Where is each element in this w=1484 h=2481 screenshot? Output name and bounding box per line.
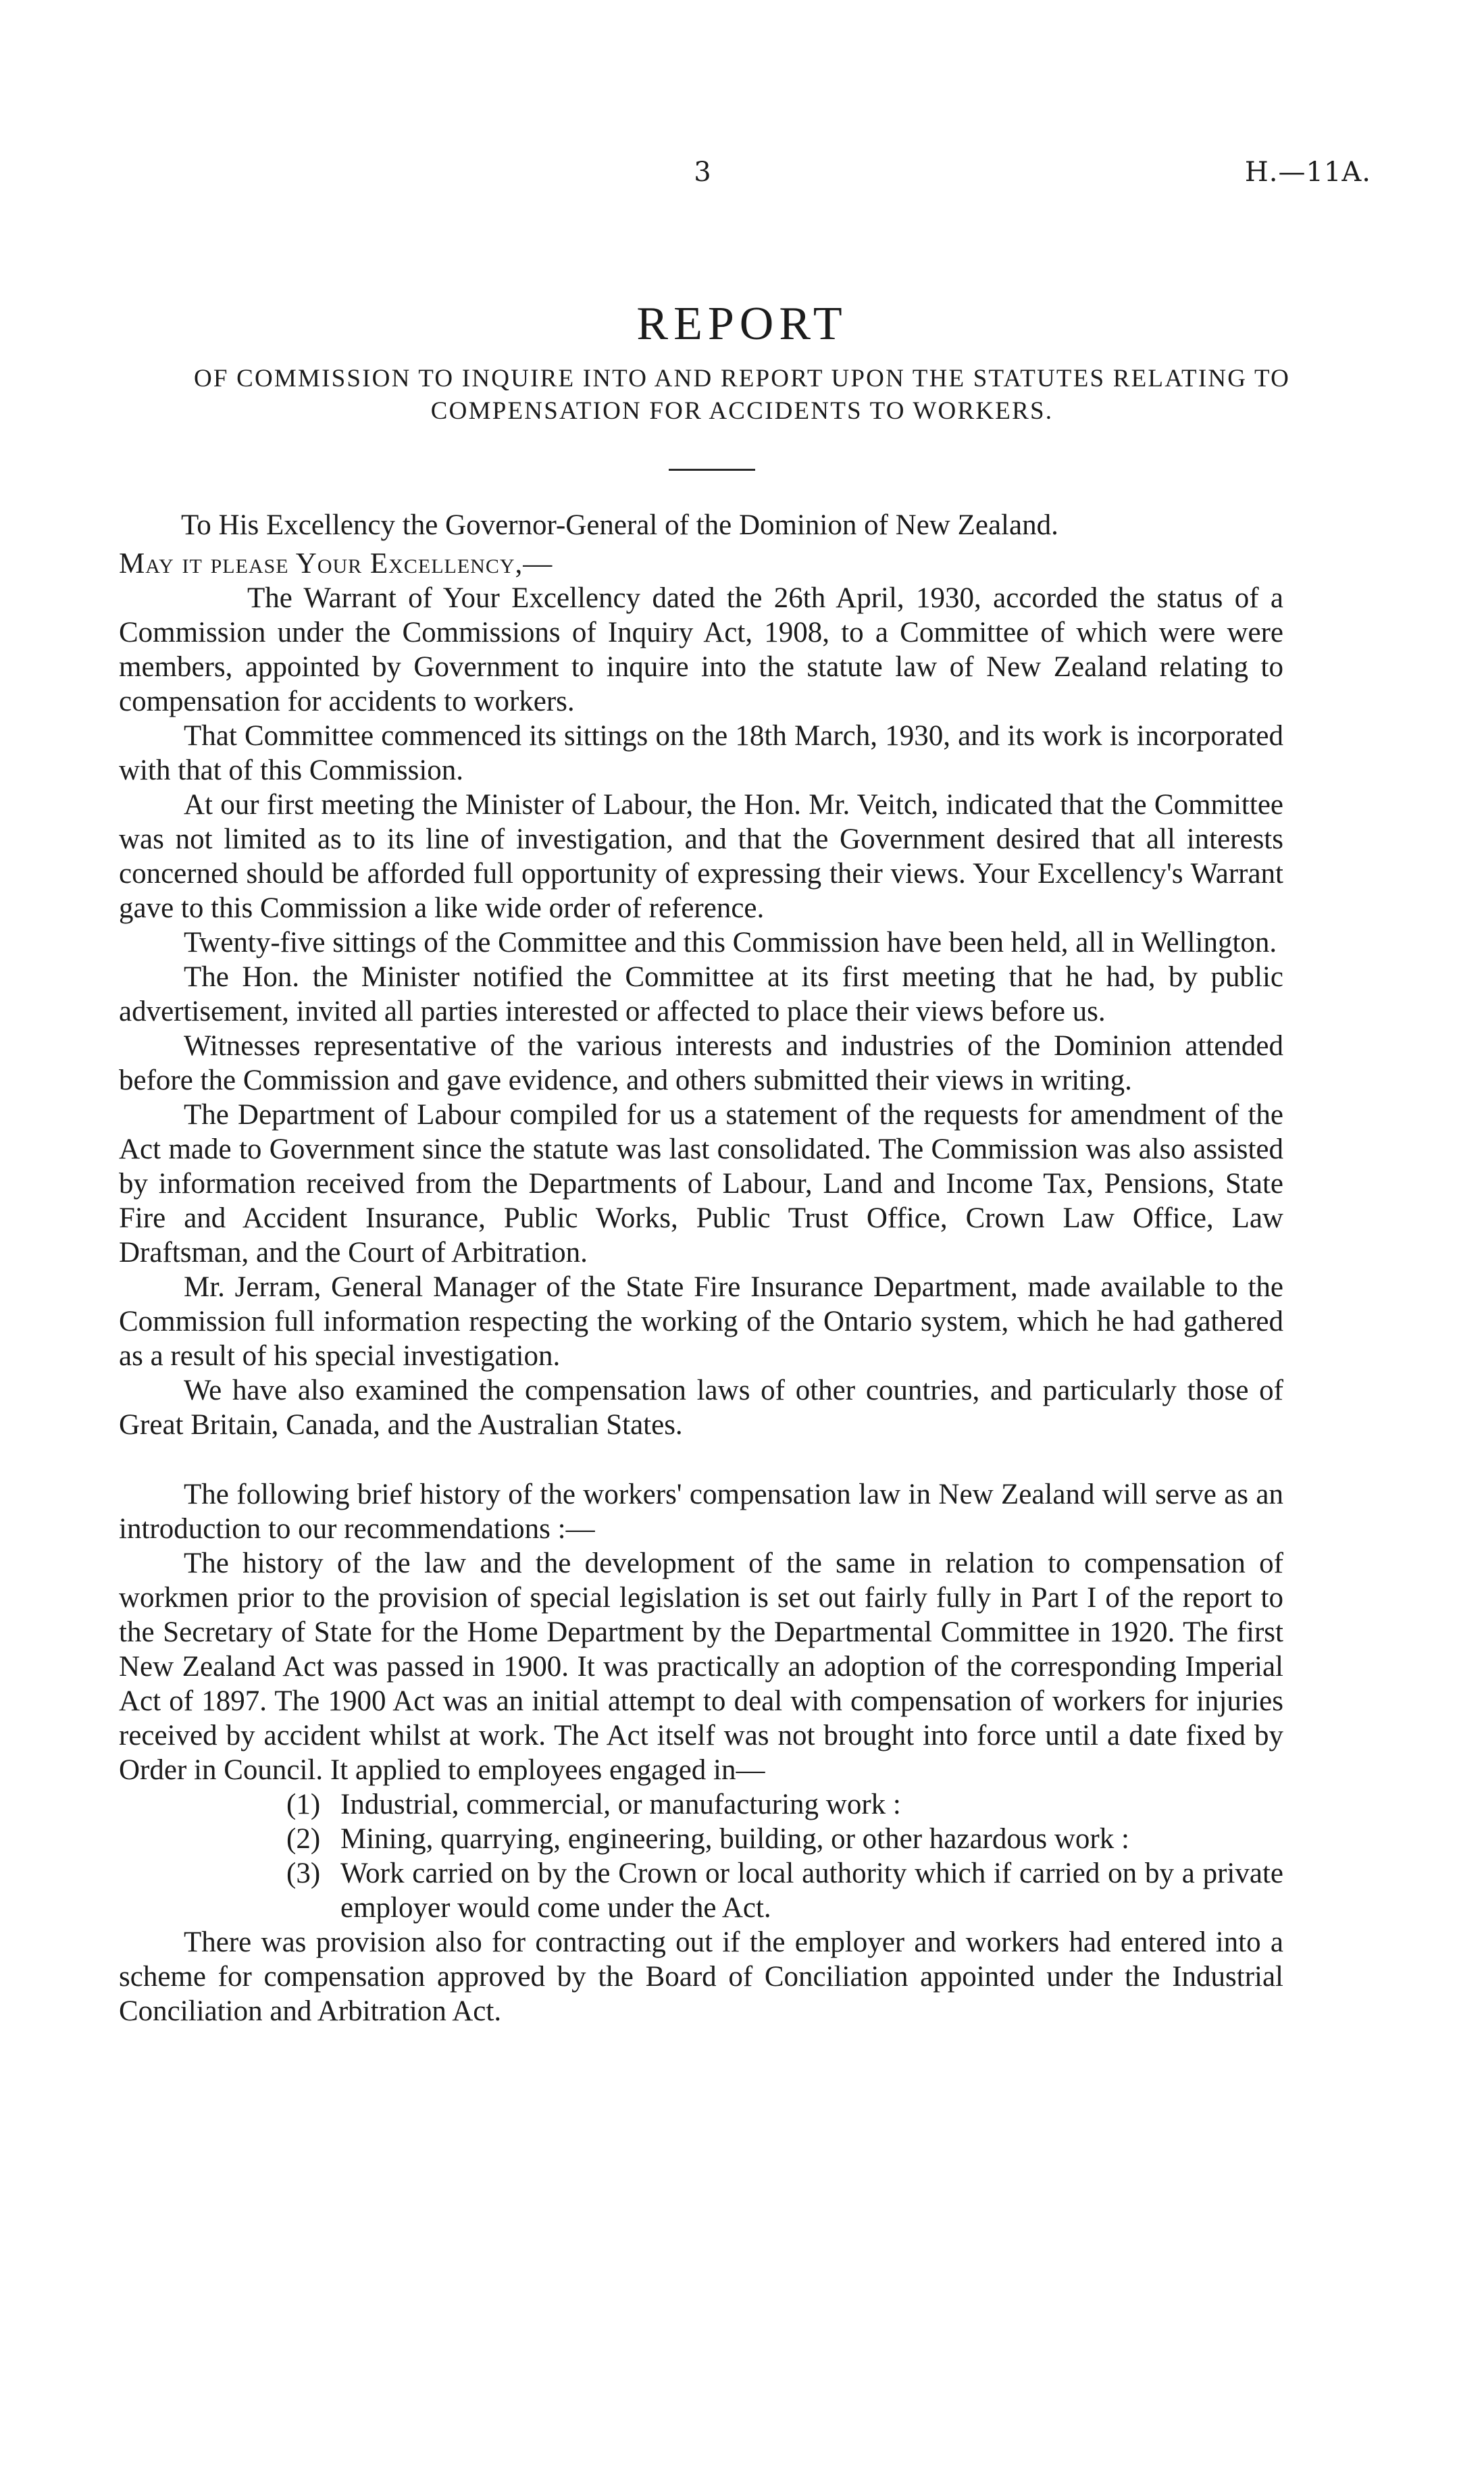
paragraph-mr-jerram: Mr. Jerram, General Manager of the State Fire Insurance Department, made available to the Commission full information respecting the working of the Ontario system, which he had gathered as a result of his special investigation. bbox=[119, 1271, 1283, 1372]
list-item-text: Industrial, commercial, or manufacturing work : bbox=[340, 1789, 901, 1820]
paragraph-witnesses: Witnesses representative of the various interests and industries of the Dominion attended before the Commission and gave evidence, and others submitted their views in writing. bbox=[119, 1030, 1283, 1096]
paragraph-brief-history: The following brief history of the workers' compensation law in New Zealand will serve as an introduction to our recommendations :— bbox=[119, 1479, 1283, 1545]
list-item bbox=[119, 1822, 1283, 1856]
paragraph-committee-sittings: That Committee commenced its sittings on the 18th March, 1930, and its work is incorporated with that of this Commission. bbox=[119, 720, 1283, 786]
paragraph-sittings-held: Twenty-five sittings of the Committee and this Commission have been held, all in Wellington. bbox=[184, 927, 1277, 958]
page-number: 3 bbox=[694, 157, 711, 188]
paragraph-first-meeting: At our first meeting the Minister of Labour, the Hon. Mr. Veitch, indicated that the Committee was not limited as to its line of investigation, and that the Government desired that all interests concerned should be afforded full opportunity of expressing their views. Your Excellency's Warrant gave to this Commission a like wide order of reference. bbox=[119, 789, 1283, 924]
paragraph-history-of-law: The history of the law and the development of the same in relation to compensation of workmen prior to the provision of special legislation is set out fairly fully in Part I of the report to the Secretary of State for the Home Department by the Departmental Committee in 1920. The first New Zealand Act was passed in 1900. It was practically an adoption of the corresponding Imperial Act of 1897. The 1900 Act was an initial attempt to deal with compensation of workers for injuries received by accident whilst at work. The Act itself was not brought into force until a date fixed by Order in Council. It applied to employees engaged in— bbox=[119, 1548, 1283, 1786]
report-title: REPORT bbox=[636, 298, 848, 350]
list-item bbox=[119, 1787, 1283, 1822]
document-reference: H.—11A. bbox=[1244, 157, 1371, 188]
title-divider bbox=[669, 469, 755, 471]
list-item-text: Work carried on by the Crown or local authority which if carried on by a private employer would come under the Act. bbox=[340, 1858, 1283, 1924]
list-item-number: (1) bbox=[286, 1789, 321, 1820]
paragraph-other-countries: We have also examined the compensation laws of other countries, and particularly those of Great Britain, Canada, and the Australian States. bbox=[119, 1375, 1283, 1441]
paragraph-warrant: The Warrant of Your Excellency dated the 26th April, 1930, accorded the status of a Commission under the Commissions of Inquiry Act, 1908, to a Committee of which were were members, appointed by Government to inquire into the statute law of New Zealand relating to compensation for accidents to workers. bbox=[119, 582, 1283, 717]
paragraph-department-labour: The Department of Labour compiled for us a statement of the requests for amendment of the Act made to Government since the statute was last consolidated. The Commission was also assisted by information received from the Departments of Labour, Land and Income Tax, Pensions, State Fire and Accident Insurance, Public Works, Public Trust Office, Crown Law Office, Law Draftsman, and the Court of Arbitration. bbox=[119, 1099, 1283, 1269]
list-item-text: Mining, quarrying, engineering, building, or other hazardous work : bbox=[340, 1823, 1129, 1855]
paragraph-contracting-out: There was provision also for contracting out if the employer and workers had entered into a scheme for compensation approved by the Board of Conciliation appointed under the Industrial Conciliation and Arbitration Act. bbox=[119, 1926, 1283, 2027]
list-item bbox=[119, 1856, 1283, 1925]
report-subtitle: OF COMMISSION TO INQUIRE INTO AND REPORT UPON THE STATUTES RELATING TO COMPENSATION FOR ACCIDENTS TO WORKERS. bbox=[193, 365, 1291, 425]
list-item-number: (3) bbox=[286, 1858, 321, 1889]
paragraph-minister-notified: The Hon. the Minister notified the Committee at its first meeting that he had, by public advertisement, invited all parties interested or affected to place their views before us. bbox=[119, 961, 1283, 1027]
report-body bbox=[119, 508, 1283, 2028]
salutation-line: May it please Your Excellency,— bbox=[119, 548, 553, 580]
list-item-number: (2) bbox=[286, 1823, 321, 1855]
addressee-line: To His Excellency the Governor-General of the Dominion of New Zealand. bbox=[181, 509, 1058, 541]
